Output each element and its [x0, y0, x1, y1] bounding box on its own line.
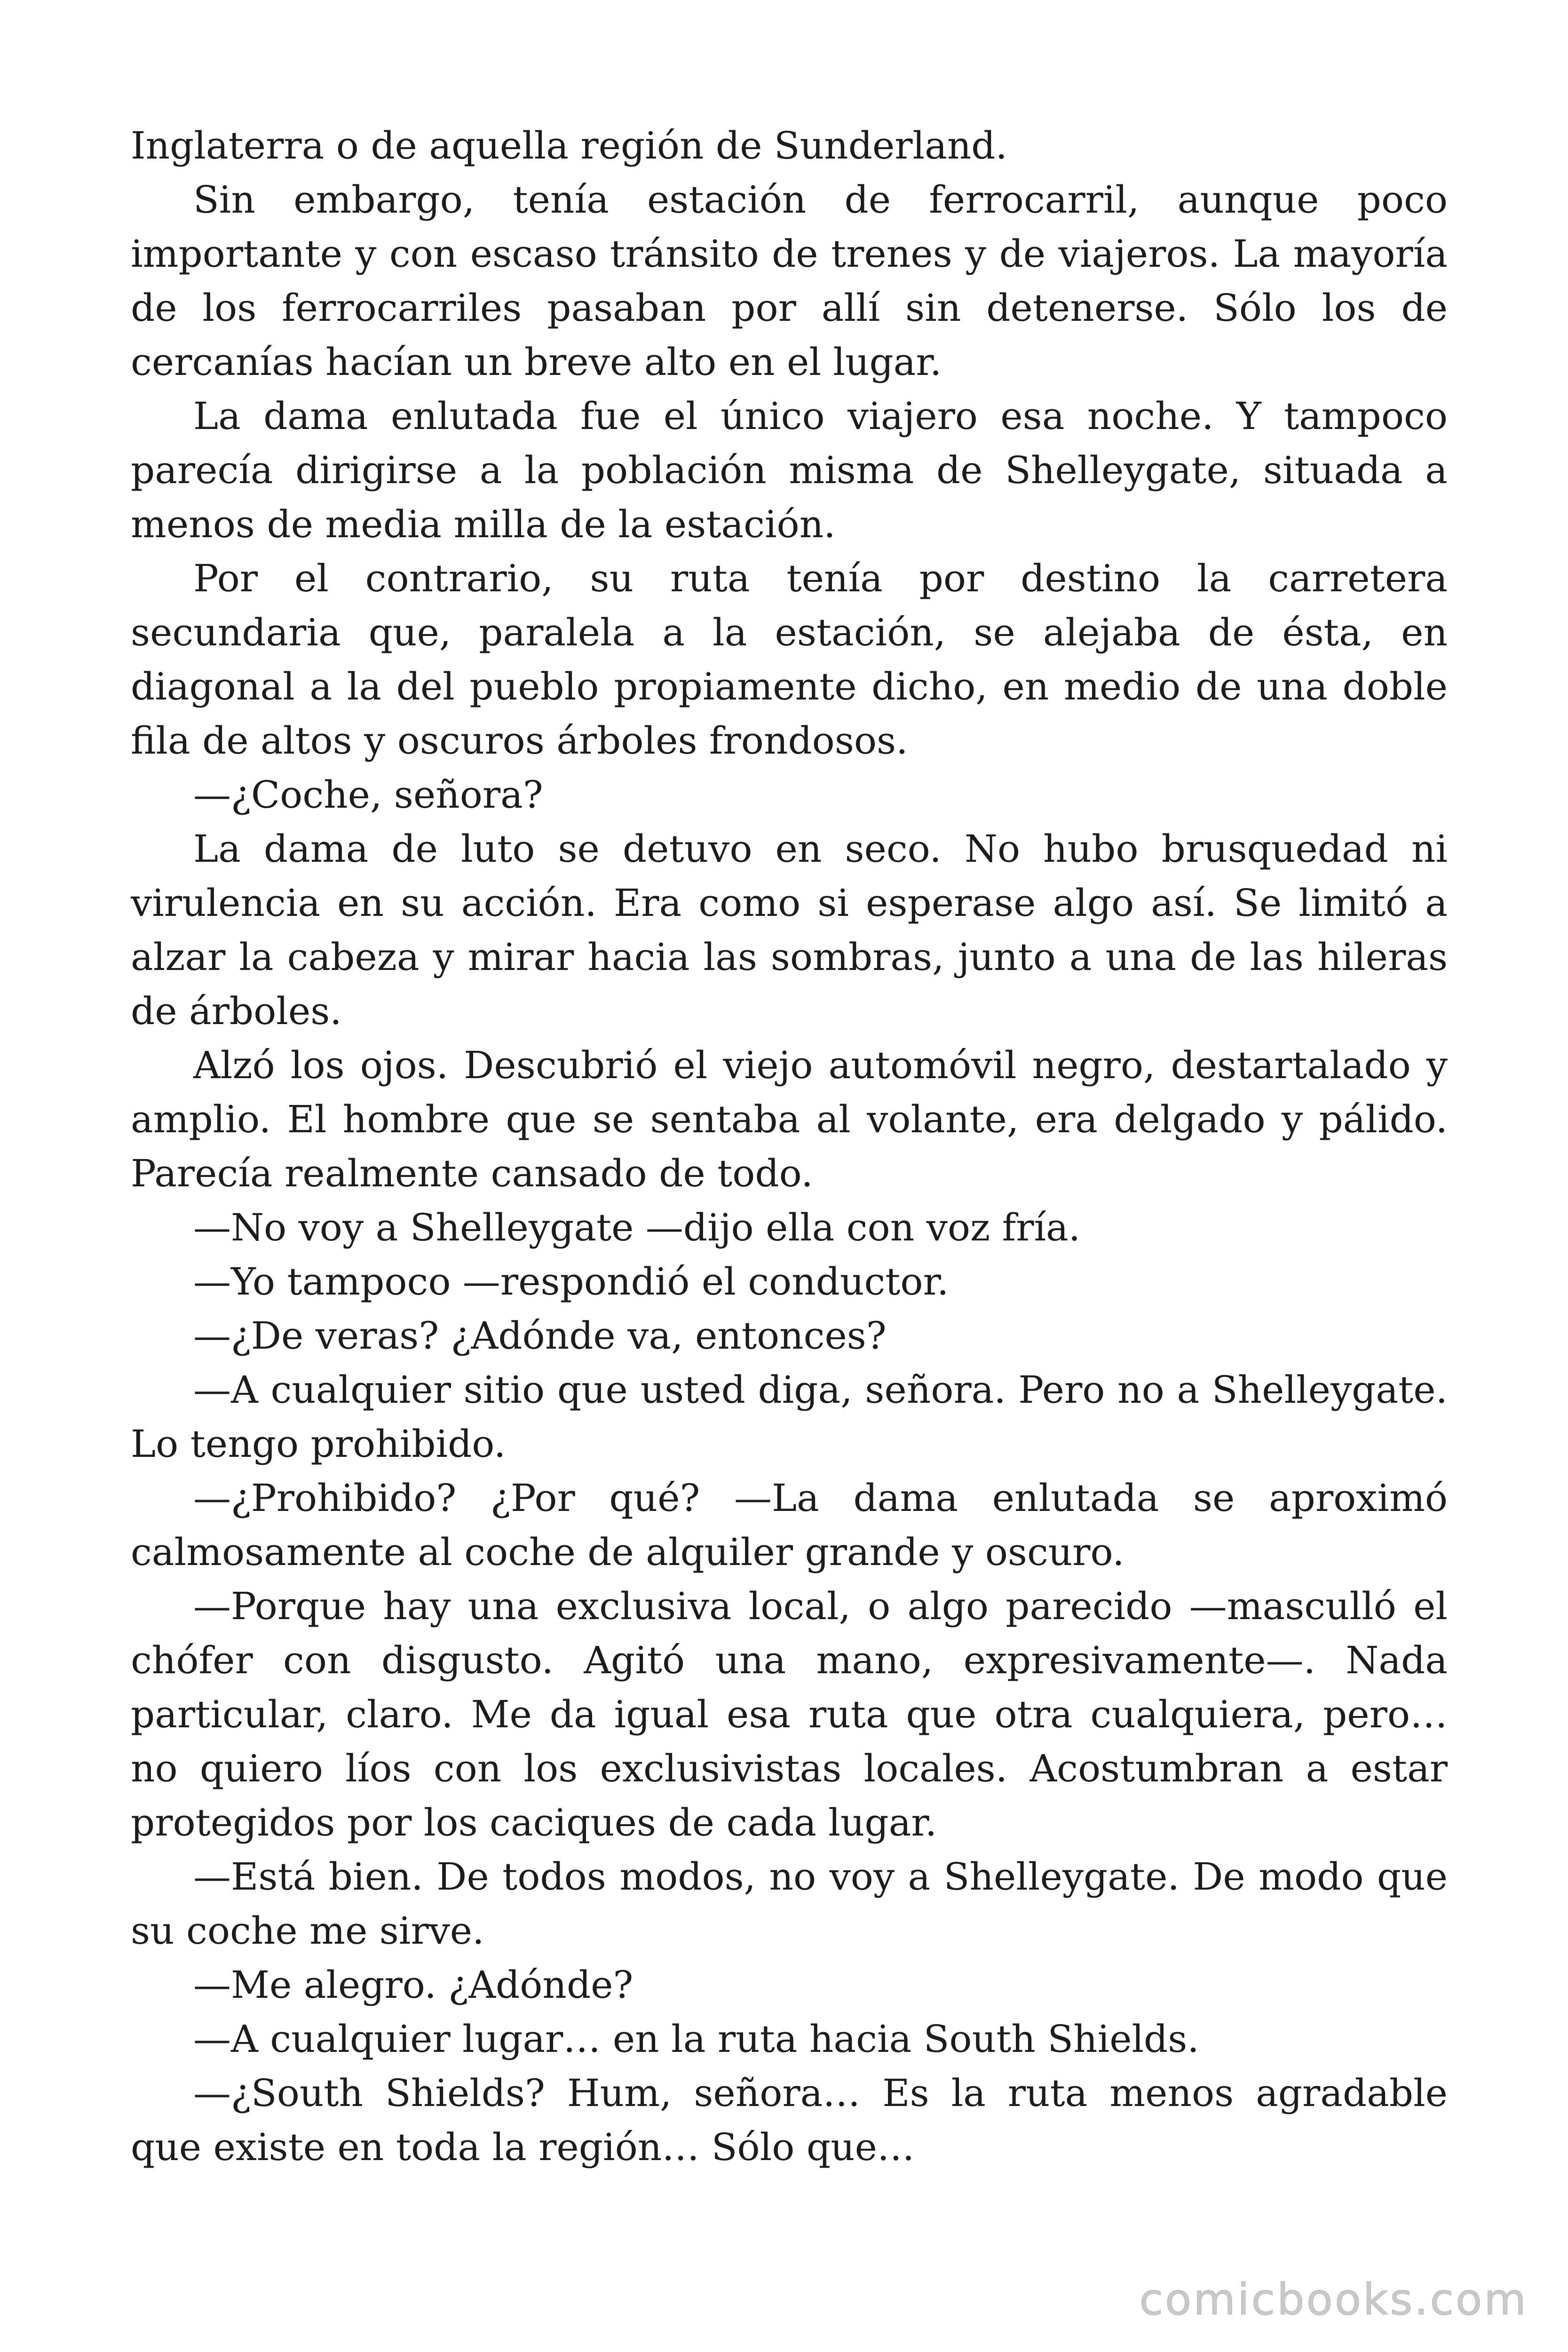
body-text	[131, 119, 1448, 2174]
paragraph: La dama enlutada fue el único viajero esa noche. Y tampoco parecía dirigirse a la población misma de Shelleygate, situada a menos de media milla de la estación.	[131, 394, 1448, 546]
dialogue-line: —Yo tampoco —respondió el conductor.	[193, 1260, 949, 1303]
dialogue-line: —¿Prohibido? ¿Por qué? —La dama enlutada se aproximó calmosamente al coche de alquiler grande y oscuro.	[131, 1476, 1448, 1574]
watermark: comicbooks.com	[1139, 2274, 1528, 2325]
paragraph: Por el contrario, su ruta tenía por destino la carretera secundaria que, paralela a la estación, se alejaba de ésta, en diagonal a la del pueblo propiamente dicho, en medio de una doble fila de altos y oscuros árboles frondosos.	[131, 556, 1448, 763]
paragraph: Sin embargo, tenía estación de ferrocarril, aunque poco importante y con escaso tránsito de trenes y de viajeros. La mayoría de los ferrocarriles pasaban por allí sin detenerse. Sólo los de cercanías hacían un breve alto en el lugar.	[131, 178, 1448, 384]
dialogue-line: —¿De veras? ¿Adónde va, entonces?	[193, 1314, 887, 1358]
dialogue-line: —A cualquier sitio que usted diga, señora. Pero no a Shelleygate. Lo tengo prohibido.	[131, 1368, 1448, 1466]
dialogue-line: —A cualquier lugar… en la ruta hacia South Shields.	[193, 2017, 1199, 2061]
paragraph-continuation: Inglaterra o de aquella región de Sunderland.	[131, 124, 1007, 167]
dialogue-line: —¿South Shields? Hum, señora… Es la ruta menos agradable que existe en toda la región… Sólo que…	[131, 2071, 1448, 2169]
dialogue-line: —Me alegro. ¿Adónde?	[193, 1963, 634, 2007]
paragraph: La dama de luto se detuvo en seco. No hubo brusquedad ni virulencia en su acción. Era como si esperase algo así. Se limitó a alzar la cabeza y mirar hacia las sombras, junto a una de las hileras de árboles.	[131, 827, 1448, 1033]
dialogue-line: —Porque hay una exclusiva local, o algo parecido —masculló el chófer con disgusto. Agitó una mano, expresivamente—. Nada particular, claro. Me da igual esa ruta que otra cualquiera, pero… no quiero líos con los exclusivistas locales. Acostumbran a estar protegidos por los caciques de cada lugar.	[131, 1584, 1448, 1844]
paragraph: Alzó los ojos. Descubrió el viejo automóvil negro, destartalado y amplio. El hombre que se sentaba al volante, era delgado y pálido. Parecía realmente cansado de todo.	[131, 1043, 1448, 1195]
dialogue-line: —¿Coche, señora?	[193, 773, 543, 817]
dialogue-line: —Está bien. De todos modos, no voy a Shelleygate. De modo que su coche me sirve.	[131, 1855, 1448, 1953]
dialogue-line: —No voy a Shelleygate —dijo ella con voz fría.	[193, 1206, 1081, 1249]
